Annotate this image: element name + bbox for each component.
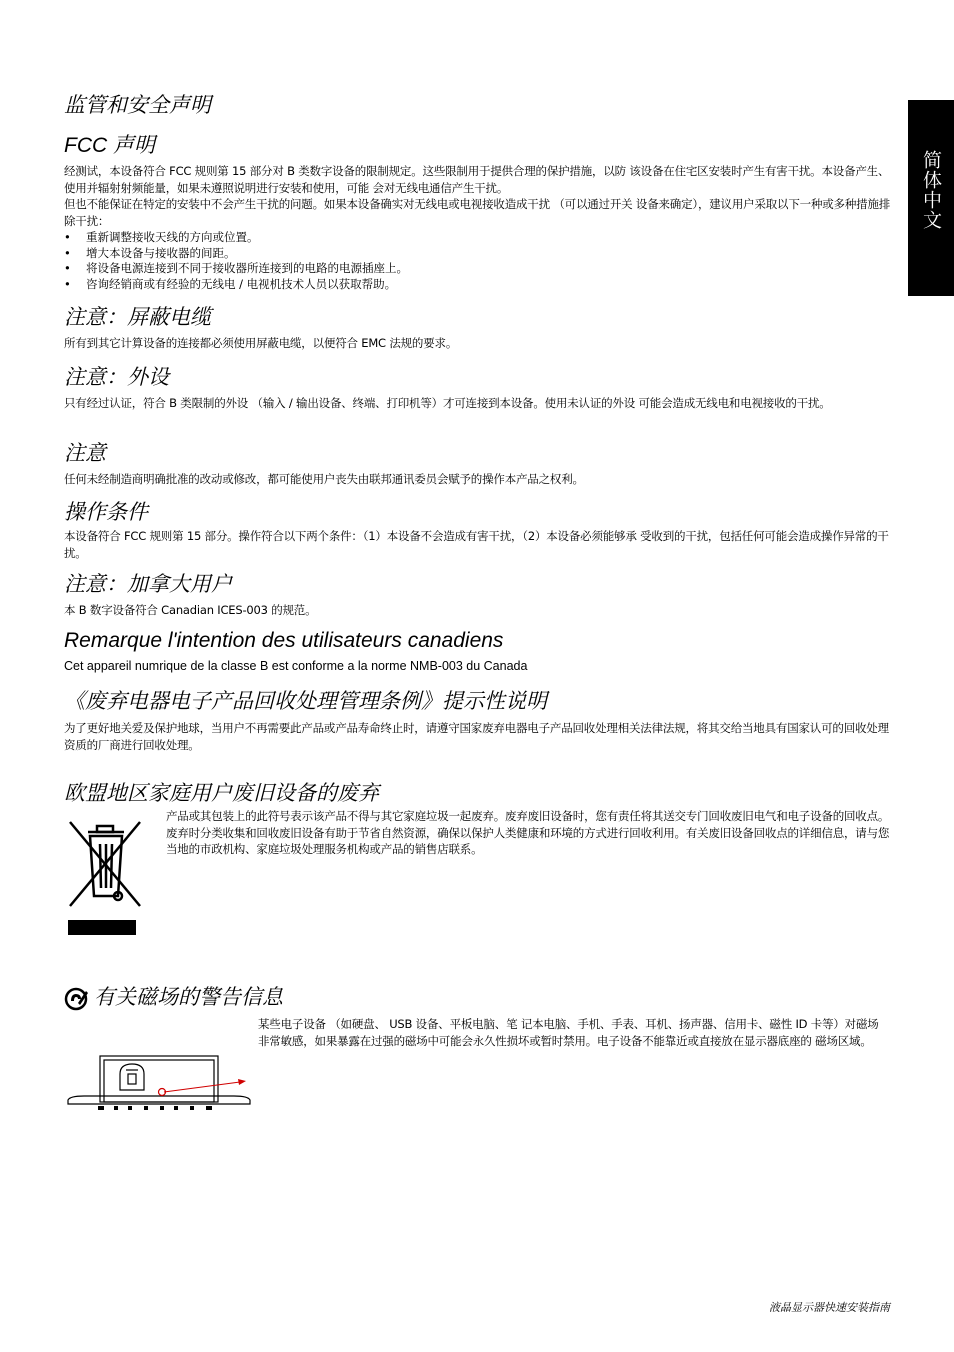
magnetic-paragraph: 某些电子设备 （如硬盘、 USB 设备、平板电脑、笔 记本电脑、手机、手表、耳机、扬声器、信用卡、磁性 ID 卡等）对磁场非常敏感，如果暴露在过强的磁场中可能会永久性损坏或暂时禁用。电子设备不能靠近或直接放在显示器底座的 磁场区域。 (258, 1017, 879, 1048)
list-item: • 重新调整接收天线的方向或位置。 (64, 230, 259, 244)
fcc-paragraph-2: 但也不能保证在特定的安装中不会产生干扰的问题。如果本设备确实对无线电或电视接收造成干扰 （可以通过开关 设备来确定），建议用户采取以下一种或多种措施排除干扰： (64, 197, 891, 228)
magnetic-title: 有关磁场的警告信息 (94, 985, 283, 1009)
list-item: • 将设备电源连接到不同于接收器所连接到的电路的电源插座上。 (64, 261, 408, 275)
canada-title: 注意：加拿大用户 (64, 572, 232, 596)
china-weee-title: 《废弃电器电子产品回收处理管理条例》提示性说明 (64, 689, 547, 713)
remarque-title: Remarque l'intention des utilisateurs canadiens (64, 629, 504, 652)
caution-title: 注意 (64, 441, 106, 465)
caution-paragraph: 任何未经制造商明确批准的改动或修改，都可能使用户丧失由联邦通讯委员会赋予的操作本产品之权利。 (64, 472, 584, 486)
fcc-paragraph: 经测试，本设备符合 FCC 规则第 15 部分对 B 类数字设备的限制规定。这些限制用于提供合理的保护措施，以防 该设备在住宅区安装时产生有害干扰。本设备产生、使用并辐射射频能量，如果未遵照说明进行安装和使用，可能 会对无线电通信产生干扰。 (64, 164, 890, 195)
fcc-bullet-list (64, 230, 884, 292)
main-title: 监管和安全声明 (64, 93, 211, 117)
eu-weee-paragraph: 产品或其包装上的此符号表示该产品不得与其它家庭垃圾一起废弃。废弃废旧设备时，您有责任将其送交专门回收废旧电气和电子设备的回收点。废弃时分类收集和回收废旧设备有助于节省自然资源，确保以保护人类健康和环境的方式进行回收利用。有关废旧设备回收点的详细信息，请与您当地的市政机构、家庭垃圾处理服务机构或产品的销售店联系。 (166, 809, 890, 856)
shielded-cables-paragraph: 所有到其它计算设备的连接都必须使用屏蔽电缆，以便符合 EMC 法规的要求。 (64, 336, 458, 350)
operation-paragraph: 本设备符合 FCC 规则第 15 部分。操作符合以下两个条件：（1）本设备不会造成有害干扰，（2）本设备必须能够承 受收到的干扰，包括任何可能会造成操作异常的干扰。 (64, 529, 889, 560)
eu-weee-title: 欧盟地区家庭用户废旧设备的废弃 (64, 781, 379, 805)
peripherals-paragraph: 只有经过认证，符合 B 类限制的外设 （输入 / 输出设备、终端、打印机等）才可连接到本设备。使用未认证的外设 可能会造成无线电和电视接收的干扰。 (64, 396, 831, 410)
weee-bar (68, 920, 136, 935)
remarque-paragraph: Cet appareil numrique de la classe B est conforme a la norme NMB-003 du Canada (64, 659, 528, 673)
magnet-warning-icon (64, 987, 92, 1011)
list-item: • 咨询经销商或有经验的无线电 / 电视机技术人员以获取帮助。 (64, 276, 397, 291)
footer-title: 液晶显示器快速安装指南 (769, 1301, 890, 1314)
china-weee-paragraph: 为了更好地关爱及保护地球，当用户不再需要此产品或产品寿命终止时，请遵守国家废弃电器电子产品回收处理相关法律法规，将其交给当地具有国家认可的回收处理资质的厂商进行回收处理。 (64, 721, 889, 752)
shielded-cables-title: 注意：屏蔽电缆 (64, 305, 211, 329)
peripherals-title: 注意：外设 (64, 365, 169, 389)
fcc-title: FCC 声明 (64, 134, 155, 157)
list-item: • 增大本设备与接收器的间距。 (64, 245, 236, 260)
operation-title: 操作条件 (64, 500, 148, 524)
monitor-base-illustration (64, 1050, 254, 1116)
canada-paragraph: 本 B 数字设备符合 Canadian ICES-003 的规范。 (64, 603, 317, 617)
language-tab-label: 简体中文 (920, 150, 942, 230)
language-tab (908, 100, 954, 296)
